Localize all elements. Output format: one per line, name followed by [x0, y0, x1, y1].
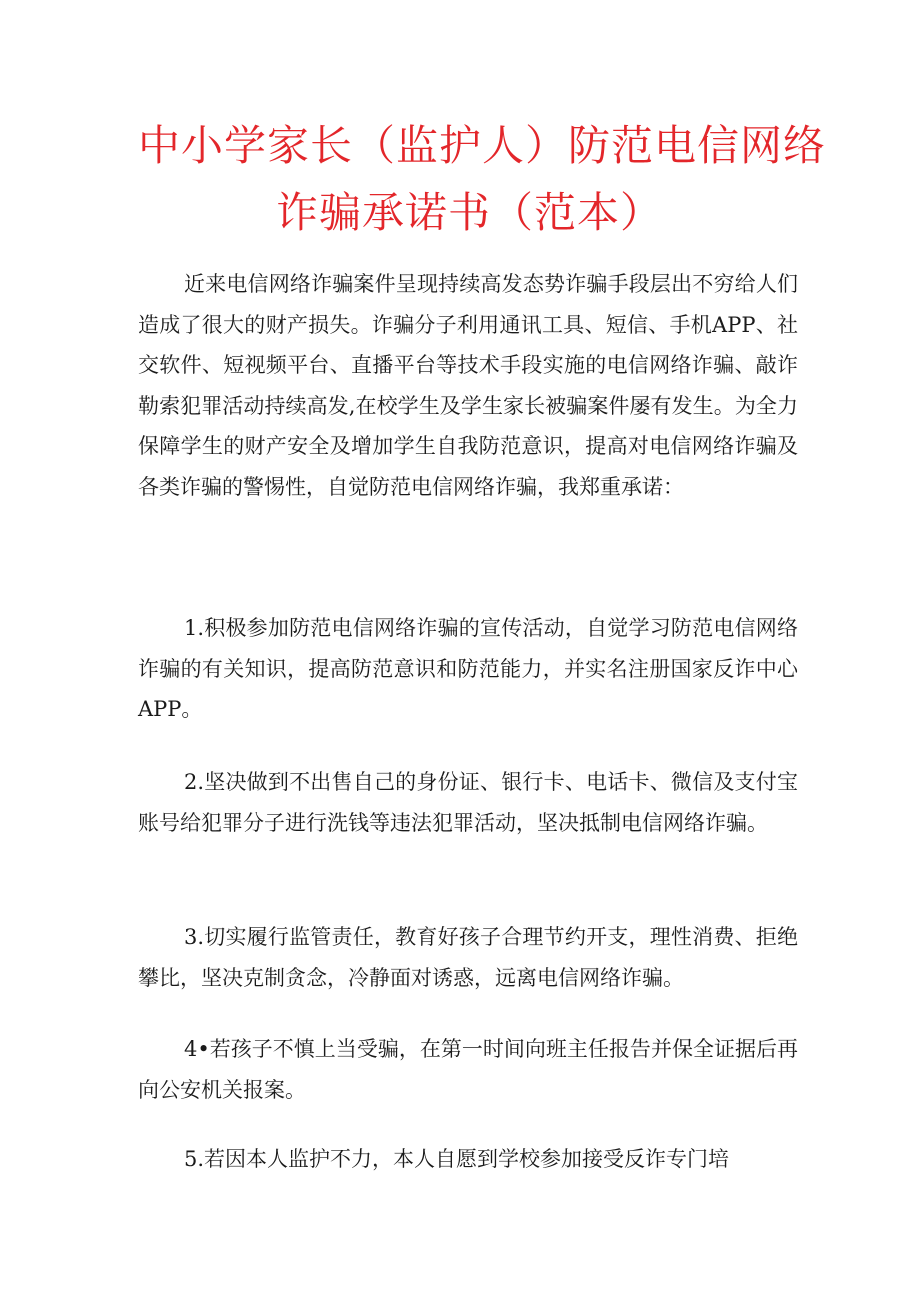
commitment-item-4: 4•若孩子不慎上当受骗，在第一时间向班主任报告并保全证据后再向公安机关报案。	[138, 1037, 798, 1102]
commitment-item-1: 1.积极参加防范电信网络诈骗的宣传活动，自觉学习防范电信网络诈骗的有关知识，提高防范意识和防范能力，并实名注册国家反诈中心APP。	[138, 616, 798, 721]
document-title-line-1: 中小学家长（监护人）防范电信网络	[138, 121, 827, 170]
commitment-item-3: 3.切实履行监管责任，教育好孩子合理节约开支，理性消费、拒绝攀比，坚决克制贪念，冷静面对诱惑，远离电信网络诈骗。	[138, 925, 798, 990]
document-title-line-2: 诈骗承诺书（范本）	[276, 188, 664, 237]
intro-paragraph: 近来电信网络诈骗案件呈现持续高发态势诈骗手段层出不穷给人们造成了很大的财产损失。诈骗分子利用通讯工具、短信、手机APP、社交软件、短视频平台、直播平台等技术手段实施的电信网络诈骗、敲诈勒索犯罪活动持续高发,在校学生及学生家长被骗案件屡有发生。为全力保障学生的财产安全及增加学生自我防范意识，提高对电信网络诈骗及各类诈骗的警惕性，自觉防范电信网络诈骗，我郑重承诺：	[138, 272, 798, 499]
commitment-item-5: 5.若因本人监护不力，本人自愿到学校参加接受反诈专门培	[184, 1147, 730, 1171]
commitment-item-2: 2.坚决做到不出售自己的身份证、银行卡、电话卡、微信及支付宝账号给犯罪分子进行洗钱等违法犯罪活动，坚决抵制电信网络诈骗。	[138, 770, 798, 835]
